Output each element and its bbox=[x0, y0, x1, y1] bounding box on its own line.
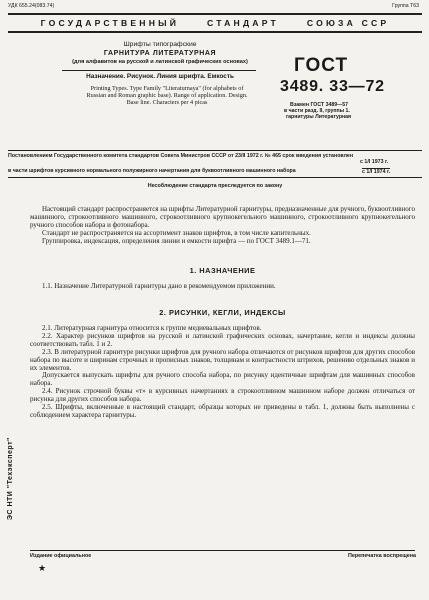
intro-p2: Стандарт не распространяется на ассортимент знаков шрифтов, в том числе капительных. bbox=[42, 228, 311, 237]
udc-code: УДК 655.24(083.74) bbox=[8, 3, 55, 9]
intro-p3: Группировка, индексация, определения линии и емкости шрифта — по ГОСТ 3489.1—71. bbox=[42, 236, 311, 245]
gost-label: ГОСТ bbox=[294, 55, 349, 76]
title-rule bbox=[62, 70, 256, 71]
section1-heading: 1. НАЗНАЧЕНИЕ bbox=[189, 266, 256, 275]
section2-p5: 2.4. Рисунок строчной буквы «т» в курсивных начертаниях в строкоотливном машинном наборе должен отличаться от рисунка для других способов набора. bbox=[30, 387, 415, 404]
section1-p1: 1.1. Назначение Литературной гарнитуры дано в рекомендуемом приложении. bbox=[42, 282, 276, 290]
gost-replace-1: Взамен ГОСТ 3489—57 bbox=[290, 102, 349, 108]
section2-p6: 2.5. Шрифты, включенные в настоящий стандарт, образцы которых не приведены в табл. 1, должны быть выполнены с соблюдением характера гарнитуры. bbox=[30, 403, 415, 419]
section2-text bbox=[30, 325, 415, 420]
gost-number: 3489. 33—72 bbox=[280, 78, 385, 95]
official-edition: Издание официальное bbox=[30, 553, 92, 559]
section2-p3: 2.3. В литературной гарнитуре рисунки шрифтов для ручного набора отличаются от рисунков шрифтов для других способов набора по высоте и ширинам строчных и прописных знаков, толщинам и контрастности штрихов, решению отдельных знаков и их элементов. bbox=[30, 347, 415, 372]
footer-rule bbox=[30, 550, 415, 551]
decree-date1: с 1/I 1973 г. bbox=[360, 159, 389, 165]
intro-p1: Настоящий стандарт распространяется на шрифты Литературной гарнитуры, предназначенные для ручного, буквоотливного машинного, строкоотливного машинного, строкоотливного крупнокегельного машинного, строкоотливного крупнокегельного ручного способов набора и фотонабора. bbox=[30, 205, 415, 229]
english-title: Printing Types. Type Family "Literaturnaya" (for alphabets of Russian and Roman graphic base). Range of application. Design. Base line. Characters per 4 picas bbox=[86, 85, 248, 107]
intro-text bbox=[30, 206, 415, 246]
title-line1: Шрифты типографские bbox=[123, 41, 197, 48]
gost-replace-3: гарнитуры Литературная bbox=[286, 114, 352, 121]
side-stamp bbox=[7, 437, 14, 521]
decree-top-rule bbox=[8, 150, 422, 151]
title-block bbox=[60, 40, 260, 66]
star-icon: ★ bbox=[38, 563, 47, 573]
section2-p4: Допускается выпускать шрифты для ручного способа набора, по рисунку идентичные шрифтам для машинных способов набора. bbox=[30, 371, 415, 388]
section1-text bbox=[30, 283, 415, 291]
law-notice: Несоблюдение стандарта преследуется по закону bbox=[147, 183, 283, 189]
title-line4: Назначение. Рисунок. Линия шрифта. Емкость bbox=[86, 73, 234, 80]
banner: ГОСУДАРСТВЕННЫЙ СТАНДАРТ СОЮЗА ССР bbox=[40, 18, 390, 28]
top-rule bbox=[8, 13, 422, 15]
group-code: Группа Т63 bbox=[392, 3, 419, 9]
decree-date2: с 1/I 1974 г. bbox=[362, 169, 391, 175]
decree-line1: Постановлением Государственного комитета стандартов Совета Министров СССР от 23/II 1972 г. № 465 срок введения установлен bbox=[8, 153, 354, 159]
gost-box bbox=[274, 55, 414, 121]
section2-heading: 2. РИСУНКИ, КЕГЛИ, ИНДЕКСЫ bbox=[159, 308, 286, 317]
title-line2: ГАРНИТУРА ЛИТЕРАТУРНАЯ bbox=[103, 50, 217, 57]
decree-bottom-rule bbox=[8, 177, 422, 178]
stamp-text: ЭС НТИ "Техэксперт" bbox=[7, 437, 14, 520]
title-line3: (для алфавитов на русской и латинской графических основах) bbox=[72, 59, 248, 65]
decree-line2: в части шрифтов курсивного нормального полужирного начертания для буквоотливного машинного набора bbox=[8, 168, 296, 174]
reprint-notice: Перепечатка воспрещена bbox=[348, 553, 417, 559]
section2-p2: 2.2. Характер рисунков шрифтов на русской и латинской графических основах, начертание, кегли и индексы должны соответствовать табл. 1 и 2. bbox=[30, 331, 415, 348]
section2-p1: 2.1. Литературная гарнитура относится к группе медиевальных шрифтов. bbox=[42, 324, 262, 332]
banner-rule bbox=[8, 31, 422, 33]
gost-replace-2: в части разд. II, группы 1. bbox=[284, 108, 350, 115]
